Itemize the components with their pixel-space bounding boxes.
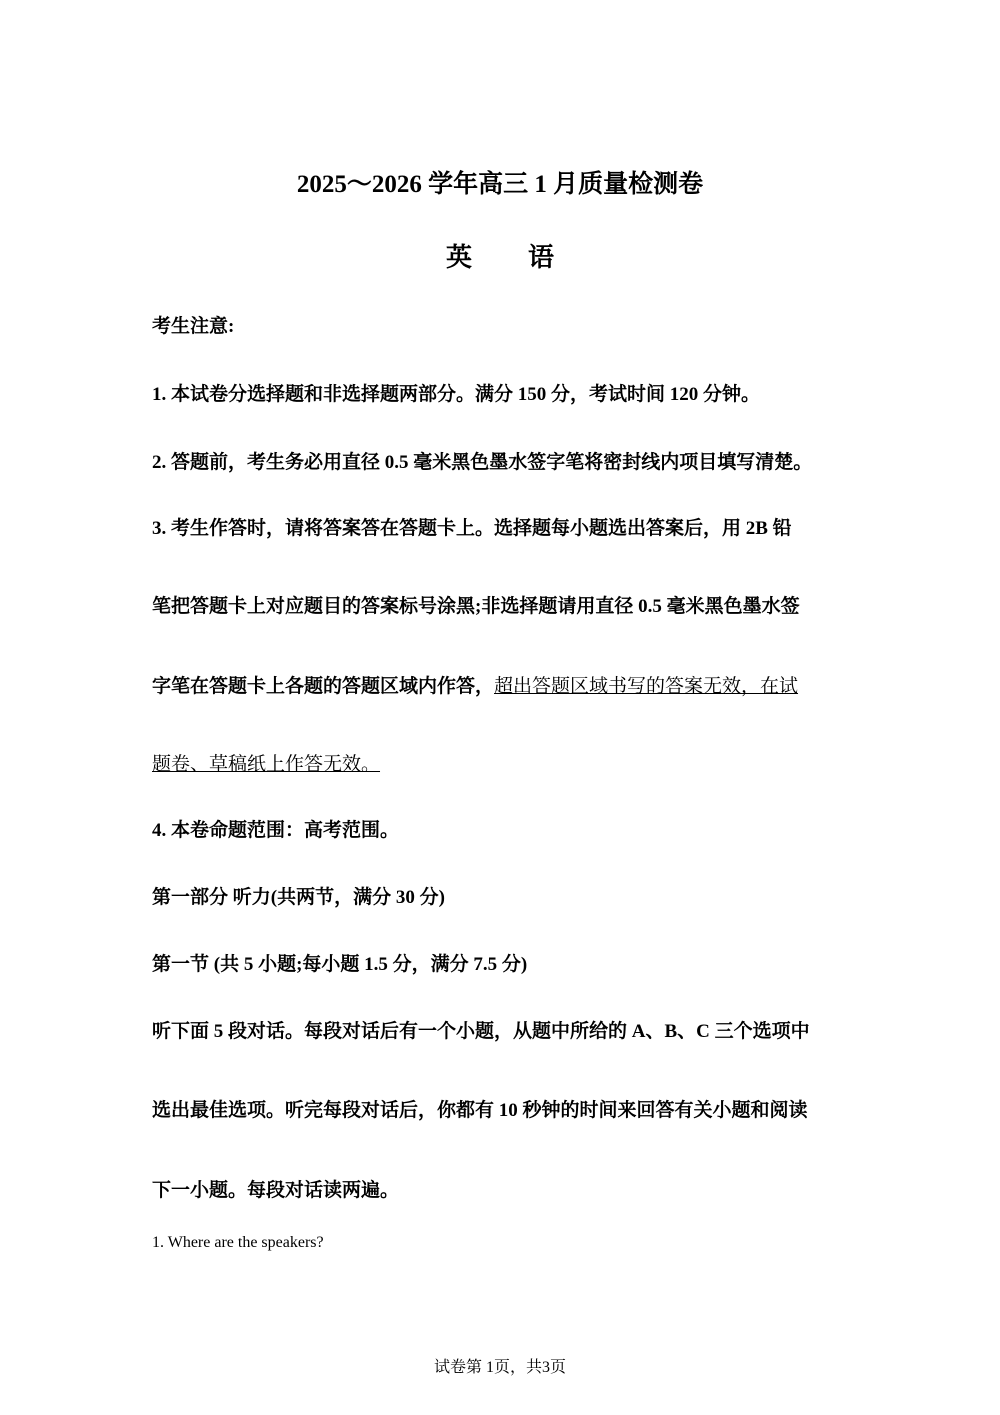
instructions-line-3: 下一小题。每段对话读两遍。 bbox=[152, 1180, 400, 1201]
instructions-line-2: 选出最佳选项。听完每段对话后，你都有 10 秒钟的时间来回答有关小题和阅读 bbox=[152, 1100, 808, 1121]
notice-item-3-line-1: 3. 考生作答时，请将答案答在答题卡上。选择题每小题选出答案后，用 2B 铅 bbox=[152, 518, 792, 539]
page-footer: 试卷第 1页，共3页 bbox=[433, 1359, 566, 1376]
subject-title bbox=[0, 240, 1000, 276]
notice-item-3-line-4-underlined: 题卷、草稿纸上作答无效。 bbox=[152, 754, 381, 775]
notice-item-3-line-3-bold: 字笔在答题卡上各题的答题区域内作答， bbox=[152, 676, 495, 697]
notice-item-4: 4. 本卷命题范围：高考范围。 bbox=[152, 820, 400, 841]
notice-item-1: 1. 本试卷分选择题和非选择题两部分。满分 150 分，考试时间 120 分钟。 bbox=[152, 384, 761, 405]
subject-char-1: 英 bbox=[445, 243, 472, 272]
notice-item-3-line-2: 笔把答题卡上对应题目的答案标号涂黑;非选择题请用直径 0.5 毫米黑色墨水签 bbox=[152, 596, 800, 617]
notice-item-2: 2. 答题前，考生务必用直径 0.5 毫米黑色墨水签字笔将密封线内项目填写清楚。 bbox=[152, 452, 813, 473]
section1-heading: 第一节 (共 5 小题;每小题 1.5 分，满分 7.5 分) bbox=[152, 954, 528, 975]
notice-item-3-line-3-underlined: 超出答题区域书写的答案无效，在试 bbox=[494, 676, 799, 697]
exam-title: 2025～2026 学年高三 1 月质量检测卷 bbox=[296, 171, 704, 198]
question-1: 1. Where are the speakers? bbox=[152, 1234, 324, 1251]
notice-heading: 考生注意: bbox=[152, 316, 235, 337]
instructions-line-1: 听下面 5 段对话。每段对话后有一个小题，从题中所给的 A、B、C 三个选项中 bbox=[152, 1021, 810, 1042]
subject-char-2: 语 bbox=[528, 243, 555, 272]
notice-item-3-line-4 bbox=[152, 751, 852, 779]
part1-heading: 第一部分 听力(共两节，满分 30 分) bbox=[152, 887, 445, 908]
notice-item-3-line-3 bbox=[152, 673, 852, 701]
